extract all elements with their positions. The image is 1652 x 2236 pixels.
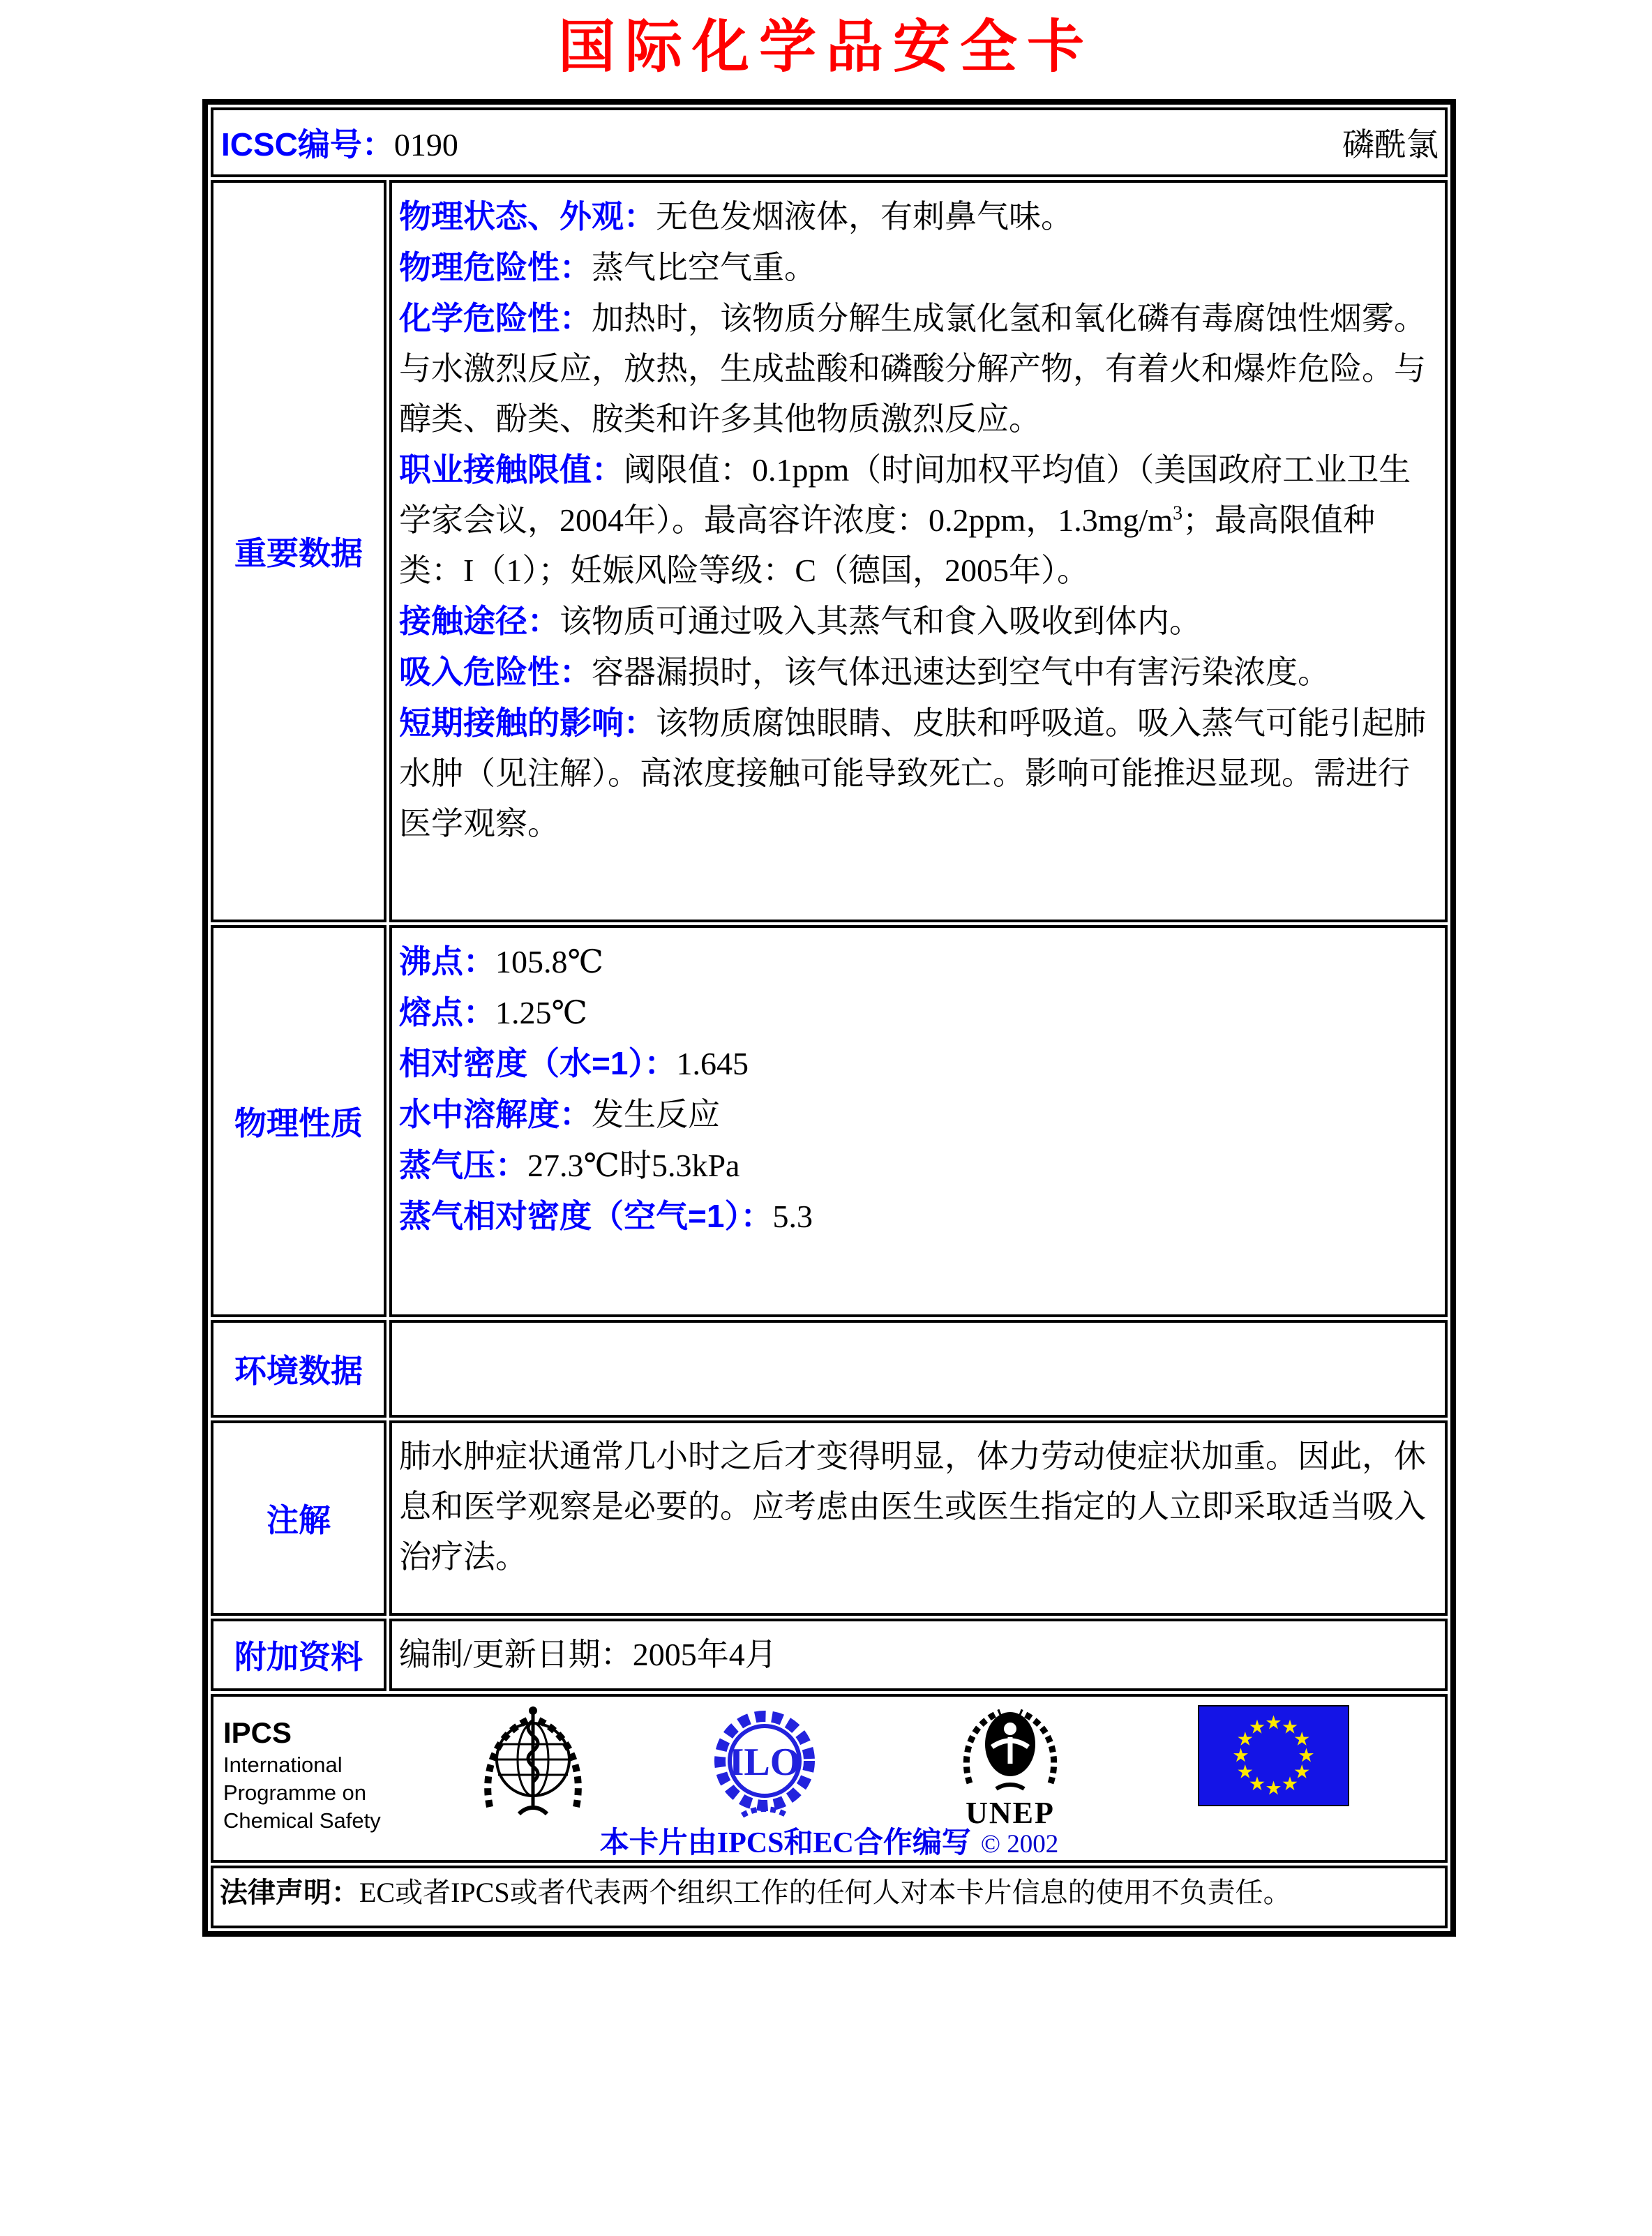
item-text: 阈限值：0.1ppm（时间加权平均值）（美国政府工业卫生学家会议，2004年）。最高容许浓度：0.2ppm，1.3mg/m xyxy=(399,452,1411,538)
legal-row xyxy=(211,1866,1448,1928)
item-text: 1.645 xyxy=(676,1046,749,1081)
copyright-text: © 2002 xyxy=(980,1830,1059,1859)
ipcs-line: Programme on xyxy=(223,1780,367,1805)
icsc-number-label: ICSC编号： xyxy=(221,126,394,163)
who-logo-icon xyxy=(463,1701,603,1830)
notes-content: 肺水肿症状通常几小时之后才变得明显，体力劳动使症状加重。因此，休息和医学观察是必要的。应考虑由医生或医生指定的人立即采取适当吸入治疗法。 xyxy=(389,1420,1448,1616)
item-label: 沸点： xyxy=(399,943,495,980)
caption-text: 本卡片由IPCS和EC合作编写 xyxy=(599,1827,971,1859)
item-text: 该物质腐蚀眼睛、皮肤和呼吸道。吸入蒸气可能引起肺水肿（见注解）。高浓度接触可能导致死亡。影响可能推迟显现。需进行医学观察。 xyxy=(399,705,1426,841)
ipcs-text-block xyxy=(223,1715,381,1835)
item-label: 相对密度（水=1）： xyxy=(399,1045,677,1081)
physical-properties-row xyxy=(211,925,1448,1317)
icsc-number-group xyxy=(221,119,458,165)
environment-data-row xyxy=(211,1320,1448,1418)
physical-properties-content xyxy=(389,925,1448,1317)
item-text: 容器漏损时，该气体迅速达到空气中有害污染浓度。 xyxy=(592,654,1330,690)
header-cell xyxy=(211,107,1448,177)
important-item xyxy=(399,647,1438,698)
item-label: 吸入危险性： xyxy=(399,654,592,690)
notes-row-label: 注解 xyxy=(211,1420,386,1616)
item-text: 27.3℃时5.3kPa xyxy=(527,1148,740,1183)
item-label: 蒸气相对密度（空气=1）： xyxy=(399,1198,773,1234)
physical-item xyxy=(399,987,1438,1038)
important-item xyxy=(399,596,1438,647)
legal-cell xyxy=(211,1866,1448,1928)
important-data-content xyxy=(389,180,1448,922)
item-label: 职业接触限值： xyxy=(399,451,624,488)
environment-data-row-label: 环境数据 xyxy=(211,1320,386,1418)
item-text: 该物质可通过吸入其蒸气和食入吸收到体内。 xyxy=(560,603,1201,639)
item-text: 无色发烟液体，有刺鼻气味。 xyxy=(656,199,1073,234)
important-item xyxy=(399,242,1438,293)
item-text: 105.8℃ xyxy=(495,944,603,980)
icsc-number-value: 0190 xyxy=(393,127,458,163)
important-item xyxy=(399,293,1438,444)
logos-cell xyxy=(211,1694,1448,1863)
footer-caption xyxy=(213,1819,1445,1861)
notes-row xyxy=(211,1420,1448,1616)
additional-info-row xyxy=(211,1619,1448,1691)
item-text: 5.3 xyxy=(772,1199,813,1234)
important-item xyxy=(399,698,1438,849)
physical-item xyxy=(399,1191,1438,1242)
eu-flag-icon xyxy=(1198,1705,1349,1810)
item-superscript: 3 xyxy=(1173,502,1183,525)
item-text: 发生反应 xyxy=(592,1097,720,1132)
item-label: 熔点： xyxy=(399,994,495,1030)
important-data-row xyxy=(211,180,1448,922)
physical-item xyxy=(399,1038,1438,1089)
physical-item xyxy=(399,1089,1438,1140)
chemical-name: 磷酰氯 xyxy=(1342,127,1439,163)
item-label: 水中溶解度： xyxy=(399,1096,592,1132)
additional-info-row-label: 附加资料 xyxy=(211,1619,386,1691)
item-text: 加热时，该物质分解生成氯化氢和氧化磷有毒腐蚀性烟雾。与水激烈反应，放热，生成盐酸和磷酸分解产物，有着火和爆炸危险。与醇类、酚类、胺类和许多其他物质激烈反应。 xyxy=(399,301,1426,437)
item-text: ；最高限值种类：I（1）；妊娠风险等级：C（德国，2005年）。 xyxy=(399,502,1376,588)
item-label: 接触途径： xyxy=(399,603,560,639)
important-item xyxy=(399,444,1438,596)
item-label: 化学危险性： xyxy=(399,300,592,336)
item-label: 短期接触的影响： xyxy=(399,705,656,741)
important-data-row-label: 重要数据 xyxy=(211,180,386,922)
important-item xyxy=(399,191,1438,242)
logos-row xyxy=(211,1694,1448,1863)
item-text: 蒸气比空气重。 xyxy=(592,250,816,285)
legal-text: EC或者IPCS或者代表两个组织工作的任何人对本卡片信息的使用不负责任。 xyxy=(359,1877,1291,1908)
unep-logo-icon xyxy=(940,1698,1080,1829)
page-title: 国际化学品安全卡 xyxy=(557,15,1094,79)
item-label: 蒸气压： xyxy=(399,1147,527,1183)
physical-item xyxy=(399,936,1438,987)
ipcs-acronym: IPCS xyxy=(223,1716,292,1749)
header-row xyxy=(211,107,1448,177)
item-text: 1.25℃ xyxy=(495,995,587,1030)
ipcs-line: International xyxy=(223,1753,343,1777)
ilo-logo-text: ILO xyxy=(728,1741,801,1784)
icsc-card-table xyxy=(202,99,1456,1937)
ilo-logo-icon xyxy=(693,1704,836,1829)
physical-properties-row-label: 物理性质 xyxy=(211,925,386,1317)
unep-logo-text: UNEP xyxy=(966,1796,1055,1830)
physical-item xyxy=(399,1140,1438,1191)
legal-label: 法律声明： xyxy=(220,1877,359,1908)
additional-info-content: 编制/更新日期：2005年4月 xyxy=(389,1619,1448,1691)
item-label: 物理危险性： xyxy=(399,249,592,285)
item-label: 物理状态、外观： xyxy=(399,198,656,234)
environment-data-content xyxy=(389,1320,1448,1418)
ipcs-line: Chemical Safety xyxy=(223,1808,381,1833)
